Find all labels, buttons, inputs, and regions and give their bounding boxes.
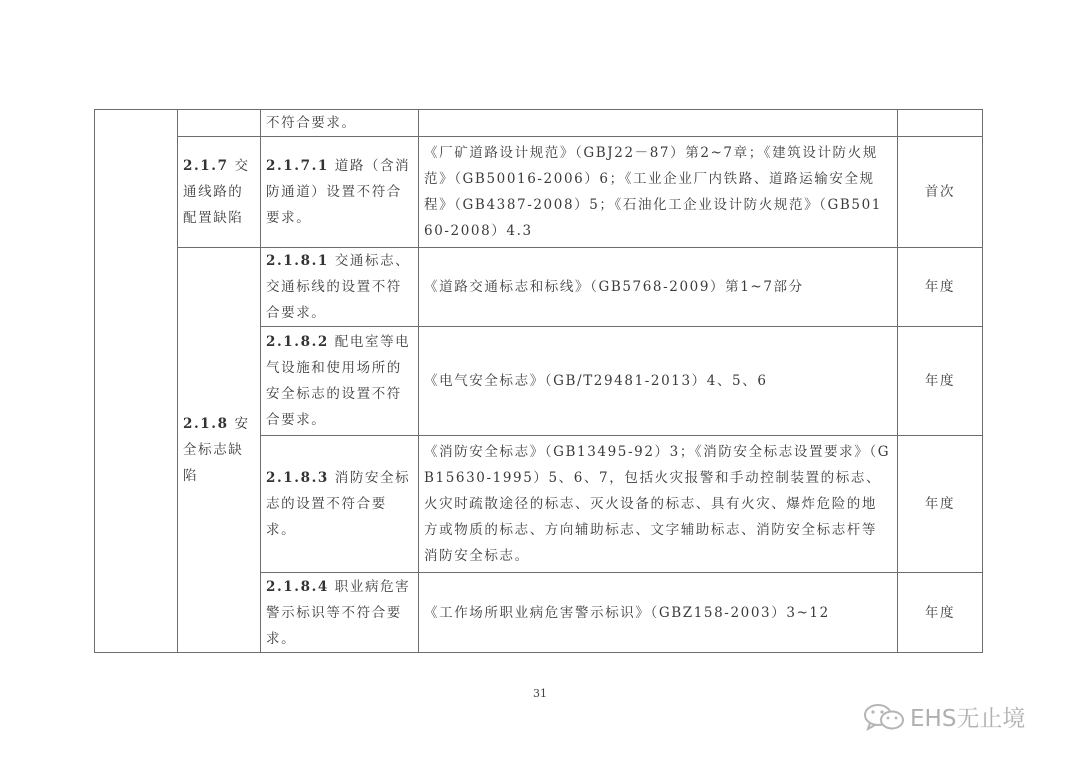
table-row xyxy=(95,137,983,248)
page-number: 31 xyxy=(533,687,547,700)
subcategory-cell xyxy=(178,110,261,137)
basis-cell: 《工作场所职业病危害警示标识》（GBZ158-2003）3~12 xyxy=(419,573,898,653)
standards-table xyxy=(94,109,983,653)
table-row xyxy=(95,110,983,137)
subcategory-code: 2.1.8 xyxy=(183,416,229,432)
item-code: 2.1.8.1 xyxy=(266,253,329,269)
item-cell xyxy=(261,248,419,327)
watermark xyxy=(862,700,1025,733)
item-code: 2.1.8.4 xyxy=(266,578,329,595)
item-text: 交通标志、交通标线的设置不符合要求。 xyxy=(266,253,411,321)
subcategory-code: 2.1.7 xyxy=(183,158,229,174)
item-cell xyxy=(261,327,419,436)
item-code: 2.1.8.3 xyxy=(266,470,329,486)
basis-cell: 《电气安全标志》（GB/T29481-2013）4、5、6 xyxy=(419,327,898,436)
frequency-cell: 年度 xyxy=(898,436,983,573)
basis-cell: 《消防安全标志》（GB13495-92）3；《消防安全标志设置要求》（GB15630-1995）5、6、7，包括火灾报警和手动控制装置的标志、火灾时疏散途径的标志、灭火设备的标志、具有火灾、爆炸危险的地方或物质的标志、方向辅助标志、文字辅助标志、消防安全标志杆等消防安全标志。 xyxy=(419,436,898,573)
frequency-cell: 年度 xyxy=(898,327,983,436)
item-code: 2.1.7.1 xyxy=(266,158,329,174)
item-text: 道路（含消防通道）设置不符合要求。 xyxy=(266,158,411,226)
item-text: 职业病危害警示标识等不符合要求。 xyxy=(266,578,411,647)
basis-cell xyxy=(419,110,898,137)
basis-cell: 《厂矿道路设计规范》（GBJ22－87）第2~7章；《建筑设计防火规范》（GB50016-2006）6；《工业企业厂内铁路、道路运输安全规程》（GB4387-2008）5；《石油化工企业设计防火规范》（GB50160-2008）4.3 xyxy=(419,137,898,248)
item-cell xyxy=(261,573,419,653)
basis-cell: 《道路交通标志和标线》（GB5768-2009）第1~7部分 xyxy=(419,248,898,327)
frequency-cell: 年度 xyxy=(898,573,983,653)
subcategory-text: 交通线路的配置缺陷 xyxy=(183,158,250,226)
category-cell xyxy=(95,110,178,653)
frequency-cell: 首次 xyxy=(898,137,983,248)
item-cell: 不符合要求。 xyxy=(261,110,419,137)
wechat-icon xyxy=(862,702,906,732)
frequency-cell xyxy=(898,110,983,137)
item-text: 消防安全标志的设置不符合要求。 xyxy=(266,470,411,538)
subcategory-text: 安全标志缺陷 xyxy=(183,416,250,484)
subcategory-cell xyxy=(178,137,261,248)
table-row xyxy=(95,248,983,327)
item-cell xyxy=(261,137,419,248)
item-code: 2.1.8.2 xyxy=(266,334,329,350)
subcategory-cell xyxy=(178,248,261,653)
item-text: 配电室等电气设施和使用场所的安全标志的设置不符合要求。 xyxy=(266,334,411,428)
item-cell xyxy=(261,436,419,573)
watermark-text: EHS无止境 xyxy=(910,706,1026,732)
frequency-cell: 年度 xyxy=(898,248,983,327)
